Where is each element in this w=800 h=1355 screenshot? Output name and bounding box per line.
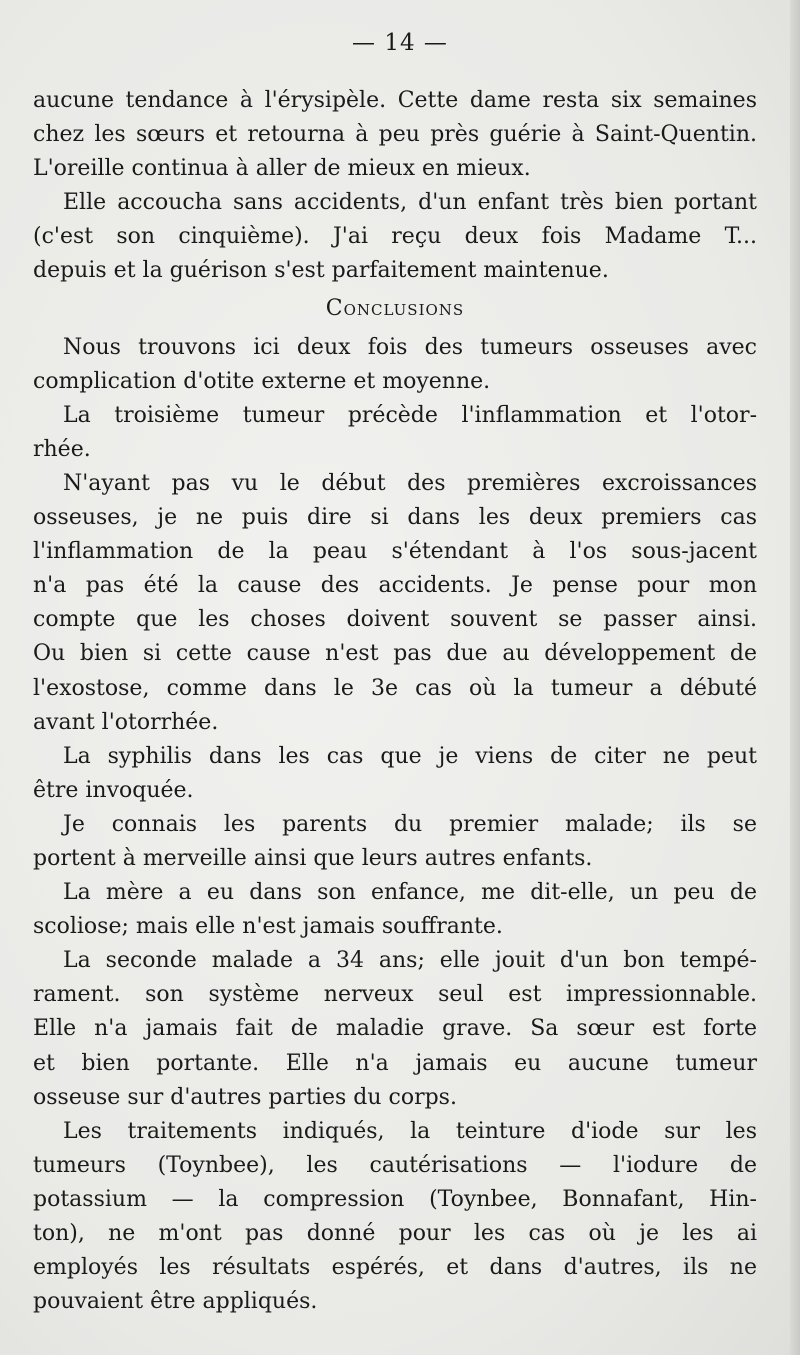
text-line: La syphilis dans les cas que je viens de citer ne peut xyxy=(63,743,757,769)
text-line: potassium — la compression (Toynbee, Bonnafant, Hin- xyxy=(33,1186,757,1212)
text-line: n'a pas été la cause des accidents. Je pense pour mon xyxy=(33,573,757,599)
page-edge xyxy=(790,0,800,1355)
text-line: portent à merveille ainsi que leurs autres enfants. xyxy=(33,845,593,871)
text-line: La seconde malade a 34 ans; elle jouit d'un bon tempé- xyxy=(63,948,757,974)
text-line: compte que les choses doivent souvent se passer ainsi. xyxy=(33,607,757,633)
text-line: employés les résultats espérés, et dans d'autres, ils ne xyxy=(33,1255,757,1281)
text-line: l'inflammation de la peau s'étendant à l'os sous-jacent xyxy=(33,539,757,565)
text-line: complication d'otite externe et moyenne. xyxy=(33,368,491,394)
text-line: être invoquée. xyxy=(33,777,194,803)
text-line: rhée. xyxy=(33,436,91,462)
text-line: ton), ne m'ont pas donné pour les cas où je les ai xyxy=(33,1221,757,1246)
text-line: (c'est son cinquième). J'ai reçu deux fois Madame T... xyxy=(33,224,757,250)
page-number: — 14 — xyxy=(352,30,448,56)
text-line: Elle n'a jamais fait de maladie grave. Sa sœur est forte xyxy=(33,1016,757,1042)
text-line: depuis et la guérison s'est parfaitement maintenue. xyxy=(33,258,609,284)
text-line: tumeurs (Toynbee), les cautérisations — l'iodure de xyxy=(33,1152,757,1178)
text-line: La mère a eu dans son enfance, me dit-elle, un peu de xyxy=(63,880,757,906)
text-line: aucune tendance à l'érysipèle. Cette dame resta six semaines xyxy=(33,88,757,113)
text-line: osseuses, je ne puis dire si dans les deux premiers cas xyxy=(33,505,757,531)
page-text xyxy=(33,84,757,1319)
text-line: Elle accoucha sans accidents, d'un enfant très bien portant xyxy=(63,190,757,216)
text-line: Je connais les parents du premier malade; ils se xyxy=(63,811,757,837)
text-line: Nous trouvons ici deux fois des tumeurs osseuses avec xyxy=(63,334,757,360)
text-line: Ou bien si cette cause n'est pas due au développement de xyxy=(33,641,757,667)
text-line: avant l'otorrhée. xyxy=(33,709,219,735)
section-heading: Conclusions xyxy=(325,295,465,321)
text-line: osseuse sur d'autres parties du corps. xyxy=(33,1084,457,1110)
text-line: rament. son système nerveux seul est impressionnable. xyxy=(33,982,757,1008)
text-line: L'oreille continua à aller de mieux en mieux. xyxy=(33,156,531,182)
text-line: scoliose; mais elle n'est jamais souffrante. xyxy=(33,914,503,940)
text-line: chez les sœurs et retourna à peu près guérie à Saint-Quentin. xyxy=(33,122,757,148)
text-line: La troisième tumeur précède l'inflammation et l'otor- xyxy=(63,402,757,428)
text-line: pouvaient être appliqués. xyxy=(33,1289,318,1315)
text-line: N'ayant pas vu le début des premières excroissances xyxy=(63,470,757,496)
text-line: Les traitements indiqués, la teinture d'iode sur les xyxy=(63,1118,757,1144)
text-line: et bien portante. Elle n'a jamais eu aucune tumeur xyxy=(33,1050,757,1076)
text-line: l'exostose, comme dans le 3e cas où la tumeur a débuté xyxy=(33,675,757,701)
